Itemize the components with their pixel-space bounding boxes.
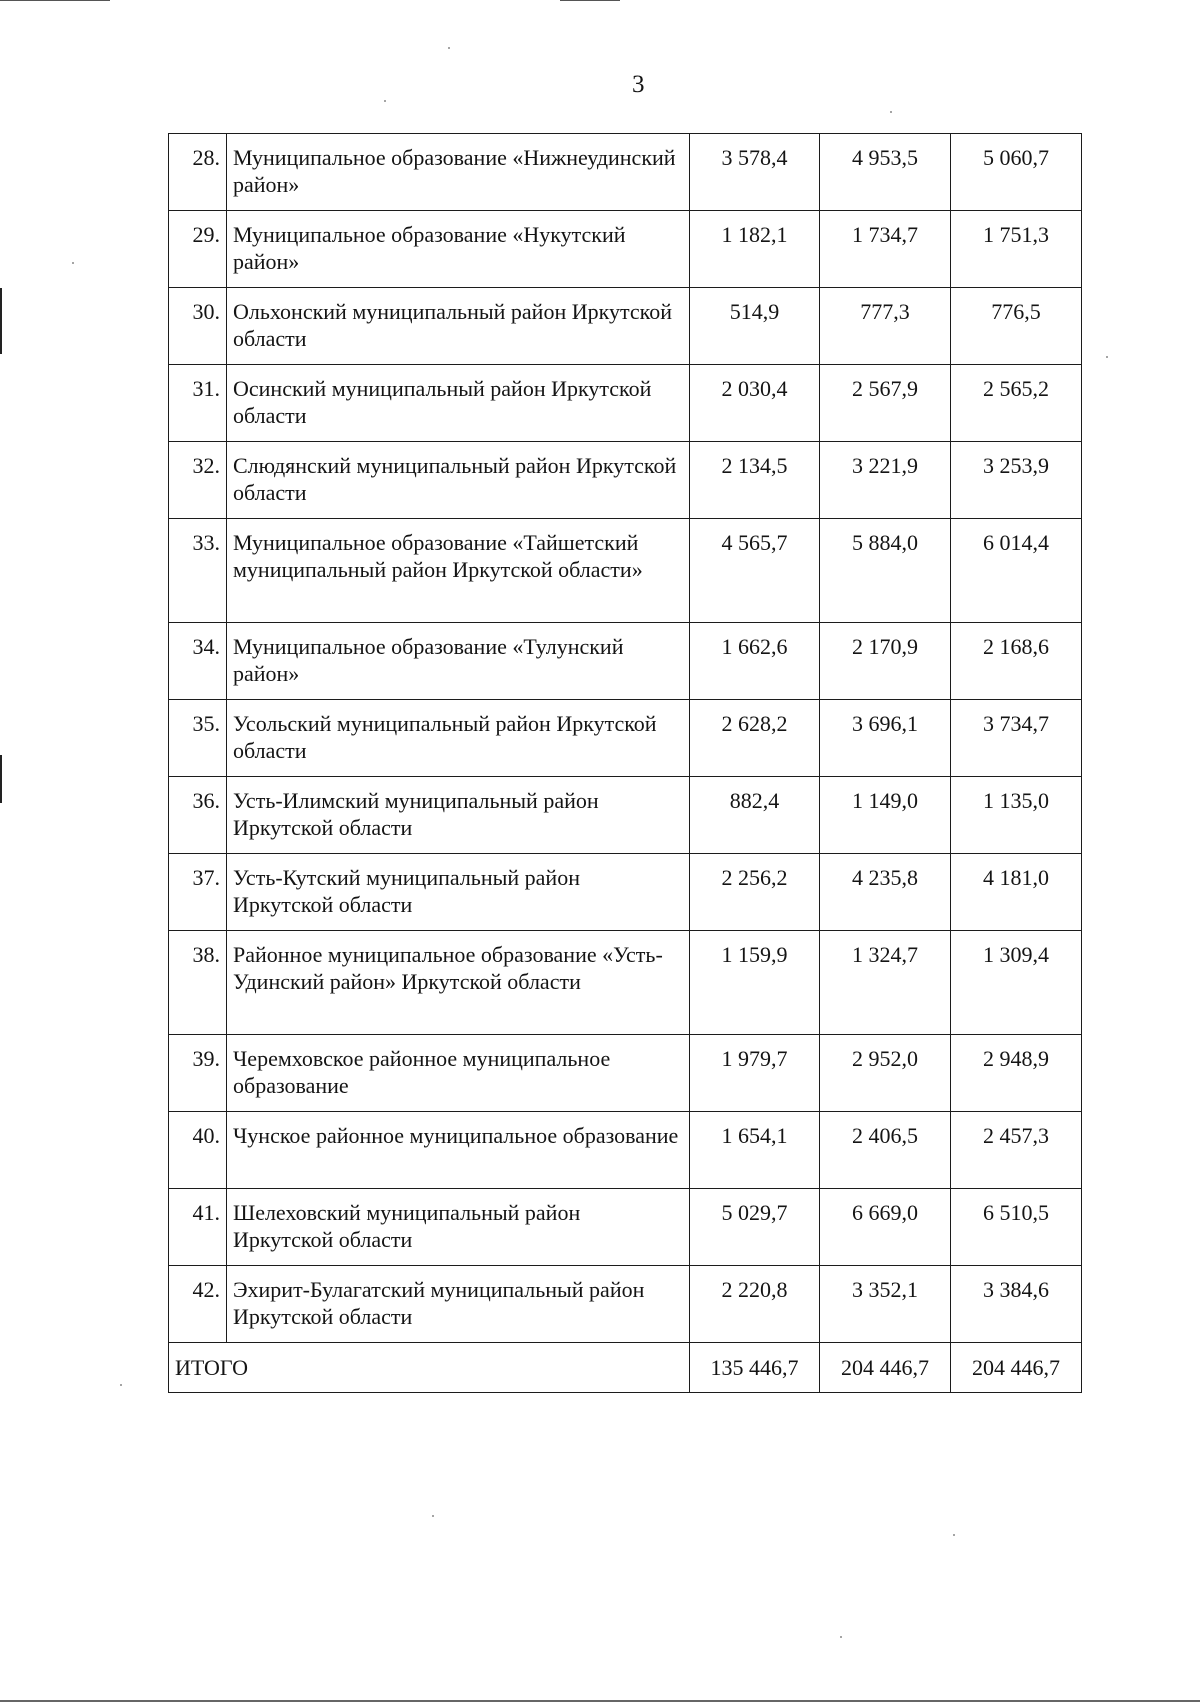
value-col-1: 1 654,1 xyxy=(690,1112,820,1189)
municipality-name: Слюдянский муниципальный район Иркутской области xyxy=(227,442,690,519)
budget-table xyxy=(168,133,1082,1393)
municipality-name: Муниципальное образование «Тайшетский муниципальный район Иркутской области» xyxy=(227,519,690,623)
value-col-3: 3 384,6 xyxy=(951,1266,1082,1343)
value-col-3: 2 565,2 xyxy=(951,365,1082,442)
table-row xyxy=(169,288,1082,365)
table-row xyxy=(169,777,1082,854)
table-row xyxy=(169,1035,1082,1112)
table-row xyxy=(169,1189,1082,1266)
row-number: 41. xyxy=(169,1189,227,1266)
table-row xyxy=(169,365,1082,442)
table-row xyxy=(169,1266,1082,1343)
row-number: 29. xyxy=(169,211,227,288)
value-col-2: 3 696,1 xyxy=(820,700,951,777)
scan-speck xyxy=(890,111,892,113)
municipality-name: Черемховское районное муниципальное образование xyxy=(227,1035,690,1112)
scan-edge-mark xyxy=(0,755,2,803)
table-row xyxy=(169,1112,1082,1189)
value-col-1: 1 159,9 xyxy=(690,931,820,1035)
value-col-2: 4 235,8 xyxy=(820,854,951,931)
row-number: 34. xyxy=(169,623,227,700)
value-col-3: 1 135,0 xyxy=(951,777,1082,854)
value-col-3: 6 510,5 xyxy=(951,1189,1082,1266)
value-col-3: 5 060,7 xyxy=(951,134,1082,211)
total-value-2: 204 446,7 xyxy=(820,1343,951,1393)
scan-edge-mark xyxy=(0,288,2,354)
scan-speck xyxy=(953,1534,955,1536)
table-row xyxy=(169,931,1082,1035)
table-row xyxy=(169,700,1082,777)
row-number: 37. xyxy=(169,854,227,931)
value-col-1: 1 182,1 xyxy=(690,211,820,288)
scan-speck xyxy=(840,1636,842,1638)
scan-speck xyxy=(1106,356,1108,358)
row-number: 35. xyxy=(169,700,227,777)
row-number: 33. xyxy=(169,519,227,623)
value-col-3: 2 457,3 xyxy=(951,1112,1082,1189)
row-number: 38. xyxy=(169,931,227,1035)
municipality-name: Муниципальное образование «Нижнеудинский район» xyxy=(227,134,690,211)
municipality-name: Усольский муниципальный район Иркутской области xyxy=(227,700,690,777)
value-col-2: 6 669,0 xyxy=(820,1189,951,1266)
municipality-name: Муниципальное образование «Тулунский район» xyxy=(227,623,690,700)
value-col-1: 2 628,2 xyxy=(690,700,820,777)
municipality-name: Районное муниципальное образование «Усть-Удинский район» Иркутской области xyxy=(227,931,690,1035)
value-col-1: 514,9 xyxy=(690,288,820,365)
row-number: 31. xyxy=(169,365,227,442)
value-col-2: 1 734,7 xyxy=(820,211,951,288)
municipality-name: Шелеховский муниципальный район Иркутской области xyxy=(227,1189,690,1266)
value-col-3: 4 181,0 xyxy=(951,854,1082,931)
value-col-2: 4 953,5 xyxy=(820,134,951,211)
row-number: 42. xyxy=(169,1266,227,1343)
value-col-2: 2 406,5 xyxy=(820,1112,951,1189)
value-col-1: 3 578,4 xyxy=(690,134,820,211)
value-col-1: 1 979,7 xyxy=(690,1035,820,1112)
total-label: ИТОГО xyxy=(169,1343,690,1393)
scan-speck xyxy=(432,1515,434,1517)
value-col-1: 4 565,7 xyxy=(690,519,820,623)
value-col-2: 5 884,0 xyxy=(820,519,951,623)
table-row xyxy=(169,211,1082,288)
table-body xyxy=(169,134,1082,1393)
municipality-name: Ольхонский муниципальный район Иркутской области xyxy=(227,288,690,365)
value-col-1: 882,4 xyxy=(690,777,820,854)
value-col-3: 1 751,3 xyxy=(951,211,1082,288)
row-number: 30. xyxy=(169,288,227,365)
total-row xyxy=(169,1343,1082,1393)
value-col-1: 2 030,4 xyxy=(690,365,820,442)
municipality-name: Осинский муниципальный район Иркутской области xyxy=(227,365,690,442)
scan-speck xyxy=(448,47,450,49)
page-number: 3 xyxy=(632,71,645,98)
value-col-1: 1 662,6 xyxy=(690,623,820,700)
municipality-name: Усть-Кутский муниципальный район Иркутской области xyxy=(227,854,690,931)
table-row xyxy=(169,442,1082,519)
table-row xyxy=(169,519,1082,623)
total-value-3: 204 446,7 xyxy=(951,1343,1082,1393)
value-col-3: 3 253,9 xyxy=(951,442,1082,519)
row-number: 36. xyxy=(169,777,227,854)
value-col-2: 2 567,9 xyxy=(820,365,951,442)
value-col-2: 1 149,0 xyxy=(820,777,951,854)
table-row xyxy=(169,854,1082,931)
value-col-3: 6 014,4 xyxy=(951,519,1082,623)
table-row xyxy=(169,134,1082,211)
municipality-name: Муниципальное образование «Нукутский район» xyxy=(227,211,690,288)
row-number: 28. xyxy=(169,134,227,211)
municipality-name: Чунское районное муниципальное образование xyxy=(227,1112,690,1189)
value-col-2: 1 324,7 xyxy=(820,931,951,1035)
table-row xyxy=(169,623,1082,700)
row-number: 40. xyxy=(169,1112,227,1189)
value-col-2: 2 170,9 xyxy=(820,623,951,700)
value-col-1: 2 134,5 xyxy=(690,442,820,519)
row-number: 39. xyxy=(169,1035,227,1112)
value-col-3: 2 948,9 xyxy=(951,1035,1082,1112)
scan-edge-mark xyxy=(560,0,620,1)
row-number: 32. xyxy=(169,442,227,519)
municipality-name: Эхирит-Булагатский муниципальный район Иркутской области xyxy=(227,1266,690,1343)
value-col-1: 2 220,8 xyxy=(690,1266,820,1343)
value-col-3: 776,5 xyxy=(951,288,1082,365)
value-col-1: 2 256,2 xyxy=(690,854,820,931)
value-col-2: 3 352,1 xyxy=(820,1266,951,1343)
value-col-3: 2 168,6 xyxy=(951,623,1082,700)
value-col-2: 777,3 xyxy=(820,288,951,365)
scan-edge-mark xyxy=(0,0,110,1)
total-value-1: 135 446,7 xyxy=(690,1343,820,1393)
municipality-name: Усть-Илимский муниципальный район Иркутской области xyxy=(227,777,690,854)
scan-speck xyxy=(72,262,74,264)
value-col-1: 5 029,7 xyxy=(690,1189,820,1266)
scan-speck xyxy=(384,100,386,102)
value-col-3: 1 309,4 xyxy=(951,931,1082,1035)
scan-speck xyxy=(120,1384,122,1386)
value-col-3: 3 734,7 xyxy=(951,700,1082,777)
value-col-2: 2 952,0 xyxy=(820,1035,951,1112)
value-col-2: 3 221,9 xyxy=(820,442,951,519)
